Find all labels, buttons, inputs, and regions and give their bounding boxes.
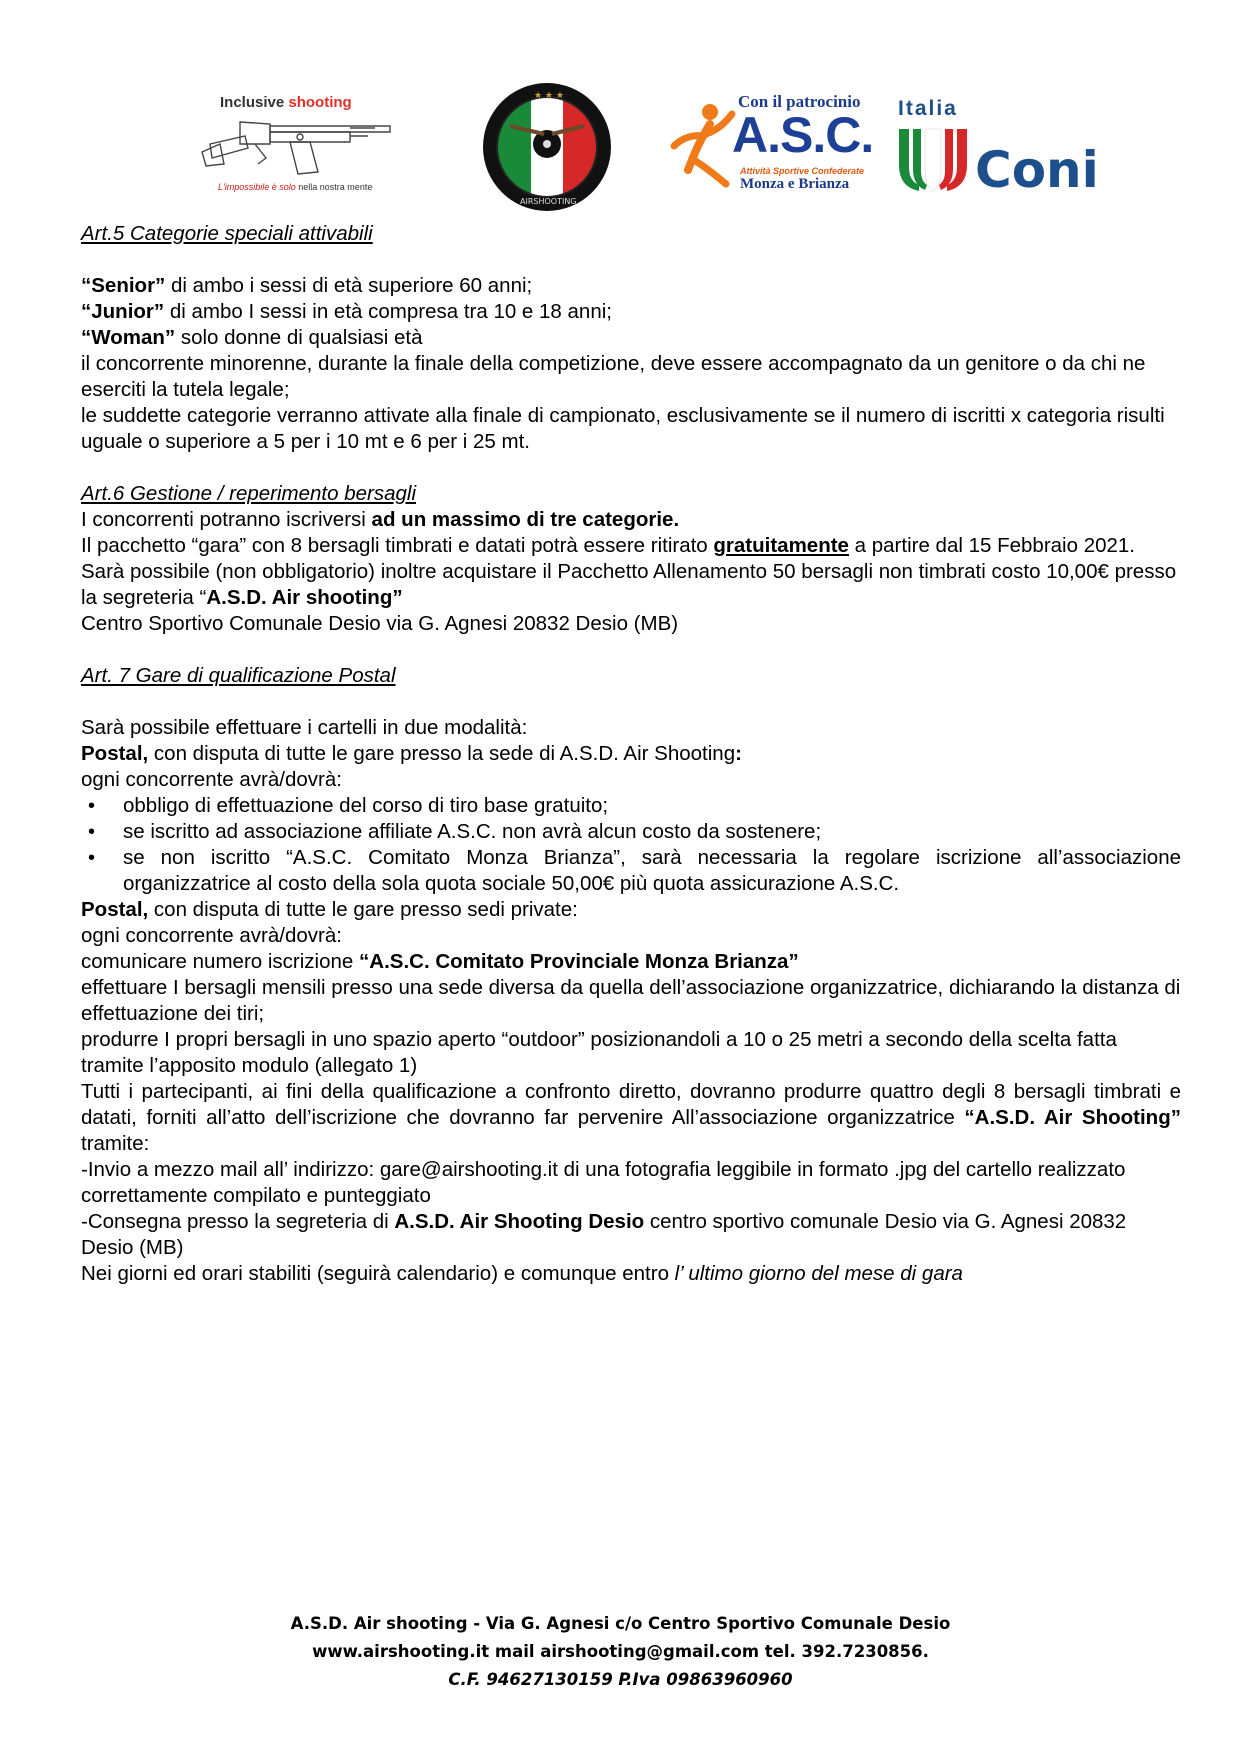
coni-italia: Italia (898, 97, 958, 120)
max-categories-line: I concorrenti potranno iscriversi ad un massimo di tre categorie. (81, 508, 680, 531)
modes-intro: Sarà possibile effettuare i cartelli in due modalità: (81, 716, 528, 739)
runner-icon (670, 100, 736, 190)
inclusive-logo-title: Inclusive shooting (220, 94, 352, 111)
inclusive-shooting-logo (200, 94, 395, 194)
coni-logo (893, 97, 1098, 197)
email-paragraph: -Invio a mezzo mail all’ indirizzo: gare@airshooting.it di una fotografia leggibile in formato .jpg del cartello realizzato correttamente compilato e punteggiato (81, 1158, 1126, 1207)
air-shooting-emblem-graphic (482, 82, 612, 212)
air-shooting-emblem (482, 82, 612, 212)
communicate-line: comunicare numero iscrizione “A.S.C. Comitato Provinciale Monza Brianza” (81, 950, 799, 973)
document-body (81, 221, 1181, 1287)
art6-heading: Art.6 Gestione / reperimento bersagli (81, 482, 416, 505)
svg-text:★ ★ ★: ★ ★ ★ (534, 91, 564, 101)
footer-tax-ids: C.F. 94627130159 P.Iva 09863960960 (448, 1670, 793, 1689)
postal-private-line: Postal, con disputa di tutte le gare presso sedi private: (81, 898, 578, 921)
each-competitor-line-1: ogni concorrente avrà/dovrà: (81, 768, 342, 791)
produce-targets-paragraph: produrre I propri bersagli in uno spazio aperto “outdoor” posizionandoli a 10 o 25 metri a secondo della scelta fatta tramite l’apposito modulo (allegato 1) (81, 1028, 1117, 1077)
list-item: • se iscritto ad associazione affiliate A.S.C. non avrà alcun costo da sostenere; (81, 819, 1181, 845)
delivery-paragraph: -Consegna presso la segreteria di A.S.D. Air Shooting Desio centro sportivo comunale Desio via G. Agnesi 20832 Desio (MB) (81, 1210, 1127, 1259)
coni-name: Coni (975, 141, 1099, 199)
package-paragraph: Il pacchetto “gara” con 8 bersagli timbrati e datati potrà essere ritirato gratuitamente a partire dal 15 Febbraio 2021. Sarà possibile (non obbligatorio) inoltre acquistare il Pacchetto Allenamento 50 bersagli non timbrati costo 10,00€ presso la segreteria “A.S.D. Air shooting” (81, 534, 1177, 609)
air-pistol-icon (200, 114, 395, 180)
asc-logo (670, 92, 880, 192)
asc-region: Monza e Brianza (740, 176, 850, 192)
art5-heading: Art.5 Categorie speciali attivabili (81, 222, 373, 245)
page-footer (0, 1610, 1241, 1694)
onsite-requirements-list (81, 793, 1181, 897)
categories-paragraph: le suddette categorie verranno attivate alla finale di campionato, esclusivamente se il numero di iscritti x categoria risulti uguale o superiore a 5 per i 10 mt e 6 per i 25 mt. (81, 404, 1165, 453)
monthly-targets-paragraph: effettuare I bersagli mensili presso una sede diversa da quella dell’associazione organizzatrice, dichiarando la distanza di effettuazione dei tiri; (81, 976, 1181, 1025)
footer-address: A.S.D. Air shooting - Via G. Agnesi c/o Centro Sportivo Comunale Desio (290, 1614, 951, 1633)
coni-flag-stripes-icon (895, 127, 971, 193)
each-competitor-line-2: ogni concorrente avrà/dovrà: (81, 924, 342, 947)
list-item: • se non iscritto “A.S.C. Comitato Monza Brianza”, sarà necessaria la regolare iscrizione all’associazione organizzatrice al costo della sola quota sociale 50,00€ più quota assicurazione A.S.C. (81, 845, 1181, 897)
venue-line: Centro Sportivo Comunale Desio via G. Agnesi 20832 Desio (MB) (81, 612, 679, 635)
inclusive-logo-tagline: L'impossibile è solo nella nostra mente (218, 182, 373, 192)
asc-patronage: Con il patrocinio (738, 92, 861, 111)
postal-onsite-line: Postal, con disputa di tutte le gare presso la sede di A.S.D. Air Shooting: (81, 742, 742, 765)
woman-line: “Woman” solo donne di qualsiasi età (81, 326, 423, 349)
senior-line: “Senior” di ambo i sessi di età superiore 60 anni; (81, 274, 533, 297)
junior-line: “Junior” di ambo I sessi in età compresa tra 10 e 18 anni; (81, 300, 612, 323)
asc-name: A.S.C. (732, 107, 874, 163)
emblem-ring-text: AIRSHOOTING (520, 197, 577, 206)
deadline-paragraph: Nei giorni ed orari stabiliti (seguirà calendario) e comunque entro l’ ultimo giorno del mese di gara (81, 1262, 963, 1285)
header-logos (0, 82, 1241, 212)
all-participants-paragraph: Tutti i partecipanti, ai fini della qualificazione a confronto diretto, dovranno produrre quattro degli 8 bersagli timbrati e datati, forniti all’atto dell’iscrizione che dovranno far pervenire All’associazione organizzatrice “A.S.D. Air Shooting” tramite: (81, 1080, 1181, 1155)
asc-subtitle: Attività Sportive Confederate (740, 166, 865, 176)
list-item: • obbligo di effettuazione del corso di tiro base gratuito; (81, 793, 1181, 819)
art7-heading: Art. 7 Gare di qualificazione Postal (81, 664, 396, 687)
minor-paragraph: il concorrente minorenne, durante la finale della competizione, deve essere accompagnato da un genitore o da chi ne eserciti la tutela legale; (81, 352, 1146, 401)
footer-contacts: www.airshooting.it mail airshooting@gmail.com tel. 392.7230856. (312, 1642, 929, 1661)
